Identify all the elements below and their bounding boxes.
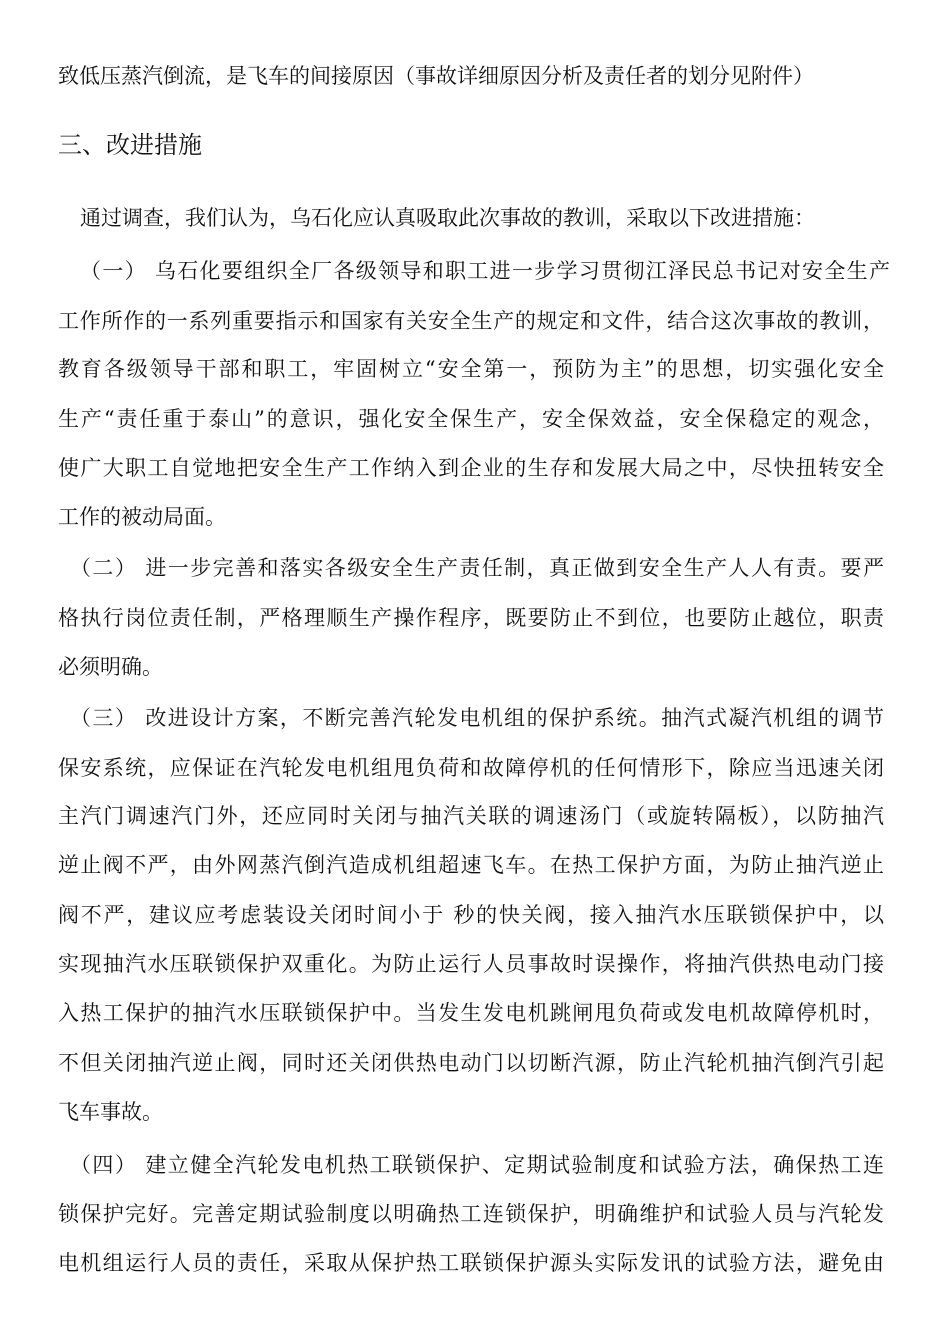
item-3-line-6: 实现抽汽水压联锁保护双重化。为防止运行人员事故时误操作，将抽汽供热电动门接 — [58, 952, 884, 976]
item-4-line-2: 锁保护完好。完善定期试验制度以明确热工连锁保护，明确维护和试验人员与汽轮发 — [58, 1202, 884, 1226]
item-4-line-3: 电机组运行人员的责任，采取从保护热工联锁保护源头实际发讯的试验方法，避免由 — [58, 1251, 884, 1275]
item-1-line-6: 工作的被动局面。 — [58, 505, 226, 529]
item-3-line-5: 阀不严，建议应考虑装设关闭时间小于 秒的快关阀，接入抽汽水压联锁保护中，以 — [58, 903, 884, 927]
item-1-line-5: 使广大职工自觉地把安全生产工作纳入到企业的生存和发展大局之中，尽快扭转安全 — [58, 456, 884, 480]
intro-line: 致低压蒸汽倒流，是飞车的间接原因（事故详细原因分析及责任者的划分见附件） — [58, 64, 814, 88]
item-3-line-8: 不但关闭抽汽逆止阀，同时还关闭供热电动门以切断汽源，防止汽轮机抽汽倒汽引起 — [58, 1051, 884, 1075]
item-3-line-4: 逆止阀不严，由外网蒸汽倒汽造成机组超速飞车。在热工保护方面，为防止抽汽逆止 — [58, 853, 884, 877]
item-1-line-1: （一） 乌石化要组织全厂各级领导和职工进一步学习贯彻江泽民总书记对安全生产 — [80, 259, 890, 283]
item-2-line-2: 格执行岗位责任制，严格理顺生产操作程序，既要防止不到位，也要防止越位，职责 — [58, 606, 884, 630]
item-3-line-9: 飞车事故。 — [58, 1100, 163, 1124]
item-3-line-1: （三） 改进设计方案，不断完善汽轮发电机组的保护系统。抽汽式凝汽机组的调节 — [70, 706, 884, 730]
item-2-line-3: 必须明确。 — [58, 655, 163, 679]
item-1-line-4: 生产“责任重于泰山”的意识，强化安全保生产，安全保效益，安全保稳定的观念， — [58, 407, 884, 431]
item-4-line-1: （四） 建立健全汽轮发电机热工联锁保护、定期试验制度和试验方法，确保热工连 — [70, 1153, 884, 1177]
section-heading: 三、改进措施 — [58, 131, 202, 159]
item-3-line-3: 主汽门调速汽门外，还应同时关闭与抽汽关联的调速汤门（或旋转隔板），以防抽汽 — [58, 804, 884, 828]
lead-paragraph: 通过调查，我们认为，乌石化应认真吸取此次事故的教训，采取以下改进措施： — [80, 206, 815, 230]
item-3-line-7: 入热工保护的抽汽水压联锁保护中。当发生发电机跳闸甩负荷或发电机故障停机时， — [58, 1001, 884, 1025]
item-1-line-3: 教育各级领导干部和职工，牢固树立“安全第一，预防为主”的思想，切实强化安全 — [58, 357, 884, 381]
item-3-line-2: 保安系统，应保证在汽轮发电机组甩负荷和故障停机的任何情形下，除应当迅速关闭 — [58, 756, 884, 780]
item-2-line-1: （二） 进一步完善和落实各级安全生产责任制，真正做到安全生产人人有责。要严 — [70, 556, 884, 580]
item-1-line-2: 工作所作的一系列重要指示和国家有关安全生产的规定和文件，结合这次事故的教训， — [58, 309, 884, 333]
